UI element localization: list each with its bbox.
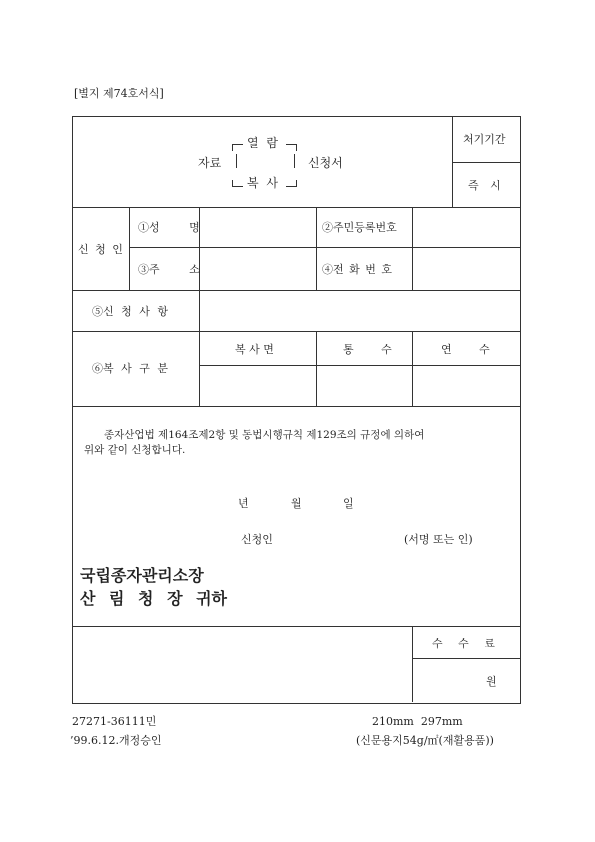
bracket-mark	[286, 144, 297, 151]
bracket-mark	[236, 154, 237, 168]
revision-approval: ’99.6.12.개정승인	[70, 734, 162, 747]
form-label: [별지 제74호서식]	[74, 87, 164, 100]
divider	[72, 406, 520, 407]
statement-line-2: 위와 같이 신청합니다.	[84, 444, 186, 456]
fee-unit: 원	[486, 675, 497, 688]
divider	[452, 162, 520, 163]
form-table	[72, 116, 521, 704]
fee-field[interactable]	[413, 659, 519, 701]
applicant-sign-label: 신청인	[241, 533, 273, 546]
bracket-mark	[232, 180, 243, 187]
address-field[interactable]	[200, 248, 315, 289]
title-copy: 복 사	[247, 176, 280, 190]
title-view: 열 람	[247, 136, 280, 150]
processing-period-value: 즉 시	[468, 179, 501, 192]
bracket-mark	[232, 144, 243, 151]
copy-pages-field[interactable]	[200, 366, 315, 405]
recipient-line-1: 국립종자관리소장	[80, 566, 204, 585]
bracket-mark	[286, 180, 297, 187]
divider	[129, 207, 130, 290]
divider	[72, 331, 520, 332]
request-label: ⑤신 청 사 항	[92, 305, 168, 318]
processing-period-label: 처기기간	[463, 133, 506, 146]
request-field[interactable]	[200, 291, 519, 330]
copy-pages-header: 복 사 면	[235, 343, 274, 356]
applicant-group-label: 신 청 인	[78, 243, 123, 256]
date-day: 일	[343, 497, 354, 510]
paper-spec: (신문용지54g/㎡(재활용품))	[356, 734, 494, 747]
title-material: 자료	[198, 156, 222, 170]
divider	[452, 116, 453, 207]
name-field[interactable]	[200, 208, 315, 246]
bracket-mark	[294, 154, 295, 168]
divider	[316, 207, 317, 290]
resident-id-label: ②주민등록번호	[322, 221, 397, 234]
form-code: 27271-36111민	[72, 715, 157, 728]
copy-year-header: 연 수	[441, 343, 490, 356]
date-month: 월	[291, 497, 302, 510]
statement-line-1: 종자산업법 제164조제2항 및 동법시행규칙 제129조의 규정에 의하여	[104, 429, 425, 441]
divider	[72, 626, 520, 627]
name-label: ①성 명	[138, 221, 200, 234]
copy-count-field[interactable]	[317, 366, 411, 405]
fee-label: 수 수 료	[432, 637, 495, 650]
address-label: ③주 소	[138, 263, 200, 276]
phone-label: ④전 화 번 호	[322, 263, 392, 276]
paper-size: 210mm 297mm	[372, 715, 463, 728]
phone-field[interactable]	[413, 248, 519, 289]
copy-year-field[interactable]	[413, 366, 519, 405]
title-application: 신청서	[308, 156, 343, 170]
copy-type-label: ⑥복 사 구 분	[92, 362, 168, 375]
copy-count-header: 통 수	[343, 343, 392, 356]
resident-id-field[interactable]	[413, 208, 519, 246]
recipient-line-2: 산 림 청 장 귀하	[80, 589, 228, 608]
signature-note: (서명 또는 인)	[404, 533, 473, 546]
date-year: 년	[238, 497, 249, 510]
